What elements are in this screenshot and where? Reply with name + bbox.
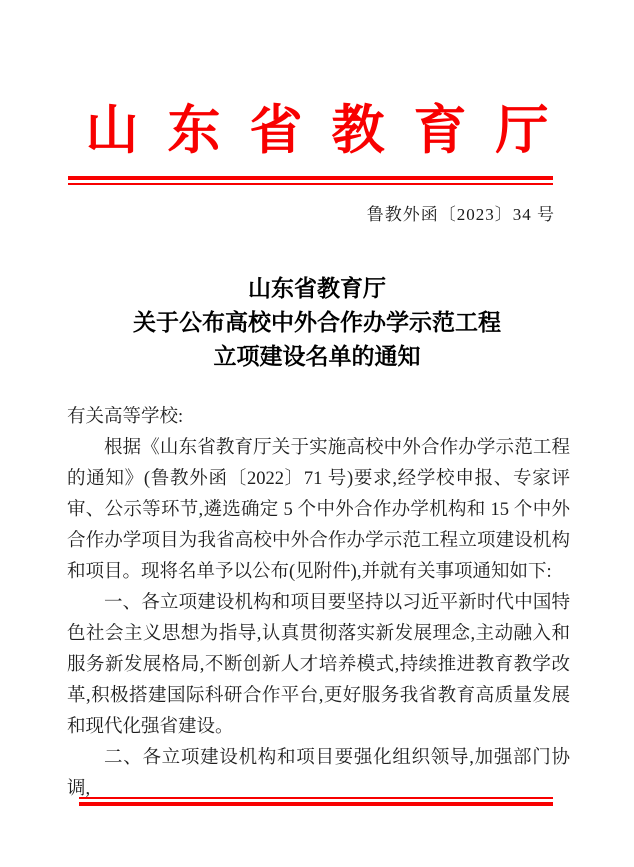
paragraph-2: 一、各立项建设机构和项目要坚持以习近平新时代中国特色社会主义思想为指导,认真贯彻落实新发展理念,主动融入和服务新发展格局,不断创新人才培养模式,持续推进教育教学改革,积极搭建国际科研合作平台,更好服务我省教育高质量发展和现代化强省建设。 [67,593,570,737]
header-divider [68,176,553,185]
salutation: 有关高等学校: [67,407,184,427]
agency-masthead: 山东省教育厅 [85,102,578,160]
footer-divider [79,797,553,806]
document-number: 鲁教外函〔2023〕34 号 [366,205,555,224]
paragraph-1: 根据《山东省教育厅关于实施高校中外合作办学示范工程的通知》(鲁教外函〔2022〕71 号)要求,经学校申报、专家评审、公示等环节,遴选确定 5 个中外合作办学机构和 15 个中外合作办学项目为我省高校中外合作办学示范工程立项建设机构和项目。现将名单予以公布(见附件),并就有关事项通知如下: [67,438,570,582]
document-body [67,402,570,805]
title-line-2: 关于公布高校中外合作办学示范工程 [133,310,501,335]
paragraph-3: 二、各立项建设机构和项目要强化组织领导,加强部门协调, [67,748,570,799]
document-title [0,272,634,374]
title-line-3: 立项建设名单的通知 [213,344,421,369]
title-line-1: 山东省教育厅 [248,276,386,301]
